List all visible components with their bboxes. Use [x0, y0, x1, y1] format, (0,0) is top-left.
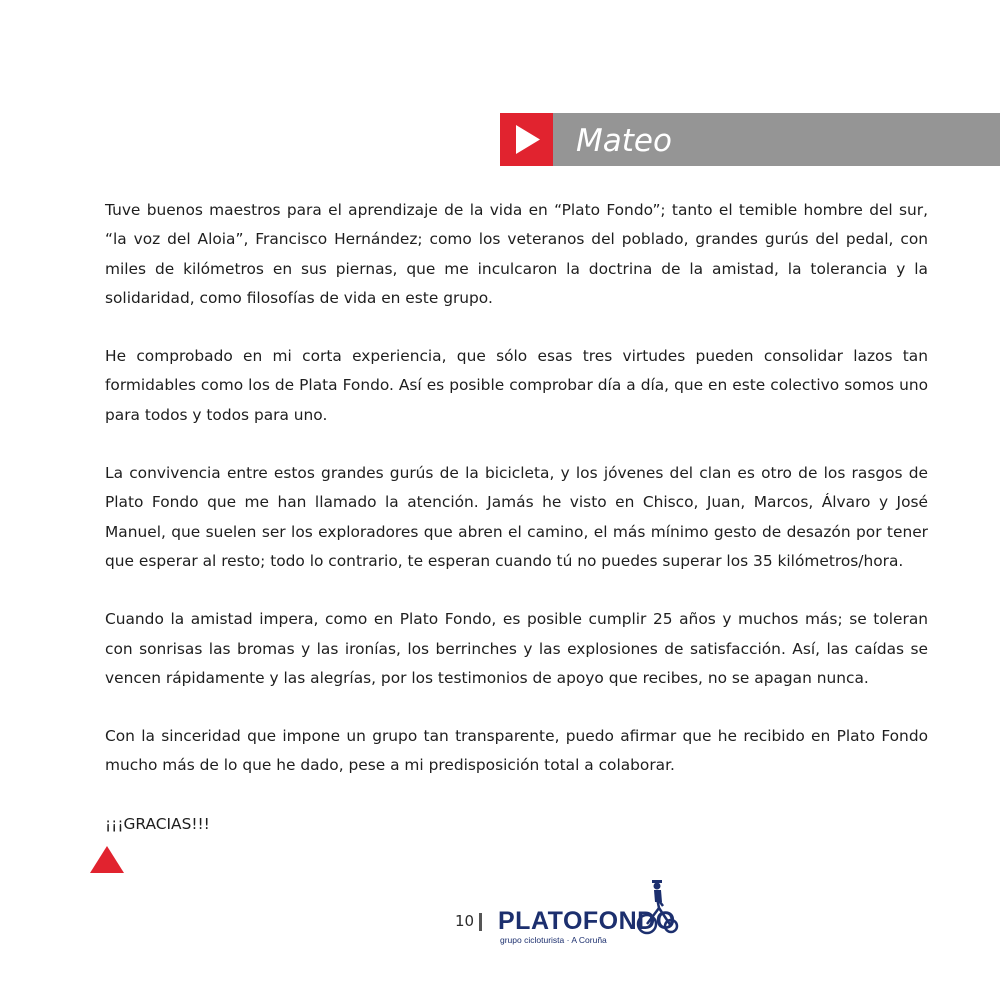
- closing-thanks: ¡¡¡GRACIAS!!!: [105, 814, 210, 833]
- footer: [455, 906, 695, 946]
- paragraph: He comprobado en mi corta experiencia, que sólo esas tres virtudes pueden consolidar lazos tan formidables como los de Plata Fondo. Así es posible comprobar día a día, que en este colectivo somos uno para todos y todos para uno.: [105, 347, 928, 424]
- logo-subtitle: grupo cicloturista · A Coruña: [500, 935, 607, 945]
- cyclist-icon: [635, 878, 683, 936]
- article-body: [105, 196, 928, 868]
- play-icon-box: [500, 113, 553, 166]
- page-number: 10: [455, 912, 475, 930]
- play-icon: [500, 113, 553, 166]
- paragraph: Con la sinceridad que impone un grupo tan transparente, puedo afirmar que he recibido en Plato Fondo mucho más de lo que he dado, pese a mi predisposición total a colaborar.: [105, 727, 928, 775]
- paragraph: Tuve buenos maestros para el aprendizaje de la vida en “Plato Fondo”; tanto el temible hombre del sur, “la voz del Aloia”, Francisco Hernández; como los veteranos del poblado, grandes gurús del pedal, con miles de kilómetros en sus piernas, que me inculcaron la doctrina de la amistad, la tolerancia y la solidaridad, como filosofías de vida en este grupo.: [105, 201, 928, 307]
- logo-text: PLATOFONDO: [498, 907, 676, 935]
- page-title: Mateo: [576, 123, 672, 159]
- page-number-divider: [479, 913, 482, 931]
- triangle-up-icon: [90, 846, 124, 873]
- paragraph: Cuando la amistad impera, como en Plato Fondo, es posible cumplir 25 años y muchos más; se toleran con sonrisas las bromas y las ironías, los berrinches y las explosiones de satisfacción. Así, las caídas se vencen rápidamente y las alegrías, por los testimonios de apoyo que recibes, no se apagan nunca.: [105, 610, 928, 687]
- paragraph: La convivencia entre estos grandes gurús de la bicicleta, y los jóvenes del clan es otro de los rasgos de Plato Fondo que me han llamado la atención. Jamás he visto en Chisco, Juan, Marcos, Álvaro y José Manuel, que suelen ser los exploradores que abren el camino, el más mínimo gesto de desazón por tener que esperar al resto; todo lo contrario, te esperan cuando tú no puedes superar los 35 kilómetros/hora.: [105, 464, 928, 570]
- header-bar: [500, 113, 1000, 166]
